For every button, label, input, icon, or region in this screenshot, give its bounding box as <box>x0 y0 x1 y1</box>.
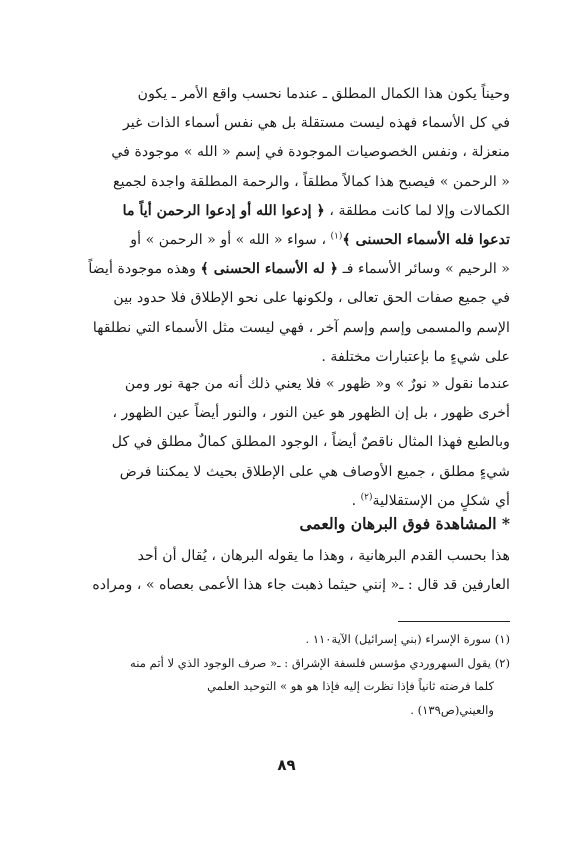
paragraph-line <box>84 255 510 284</box>
paragraph-line: « الرحمن » فيصبح هذا كمالاً مطلقاً ، والرحمة المطلقة واجدة لجميع <box>113 173 510 190</box>
paragraph-line: شيءٍ مطلق ، جميع الأوصاف هي على الإطلاق بحيث لا يمكننا فرض <box>119 463 510 480</box>
paragraph-text: الكمالات وإلا لما كانت مطلقة ، <box>324 202 510 219</box>
paragraph-text: . <box>351 492 361 509</box>
paragraph-line: الإسم والمسمى وإسم وإسم آخر ، فهي ليست مثل الأسماء التي نطلقها <box>92 319 510 336</box>
footnote-divider <box>398 621 510 622</box>
paragraph-2 <box>84 370 510 516</box>
footnote-2-line: والعيني(ص١٣٩) . <box>410 702 494 717</box>
quran-quote: ﴿ له الأسماء الحسنى ﴾ <box>200 261 339 278</box>
paragraph-text: ، سواء « الله » أو « الرحمن » أو <box>130 232 331 249</box>
paragraph-line: وحيناً يكون هذا الكمال المطلق ـ عندما نحسب واقع الأمر ـ يكون <box>137 86 510 102</box>
footnote-ref-1: (١) <box>330 231 343 242</box>
paragraph-line: هذا بحسب القدم البرهانية ، وهذا ما يقوله البرهان ، يُقال أن أحد <box>137 548 510 564</box>
footnote-1: (١) سورة الإسراء (بني إسرائيل) الآية١١٠ . <box>305 632 510 646</box>
footnote-2-line: (٢) يقول السهروردي مؤسس فلسفة الإشراق : ـ« صرف الوجود الذي لا أتم منه <box>130 655 510 670</box>
paragraph-text: وهذه موجودة أيضاً <box>88 261 201 278</box>
paragraph-line: في كل الأسماء فهذه ليست مستقلة بل هي نفس أسماء الذات غير <box>122 115 510 132</box>
paragraph-line: عندما نقول « نورٌ » و« ظهور » فلا يعني ذلك أنه من جهة نور ومن <box>124 376 510 392</box>
paragraph-line: العارفين قد قال : ـ« إنني حيثما ذهبت جاء هذا الأعمى بعصاه » ، ومراده <box>92 577 510 594</box>
footnotes <box>84 628 510 722</box>
paragraph-text: « الرحيم » وسائر الأسماء فـ <box>338 261 510 278</box>
section-heading: * المشاهدة فوق البرهان والعمى <box>299 514 510 533</box>
paragraph-line: منعزلة ، ونفس الخصوصيات الموجودة في إسم « الله » موجودة في <box>111 144 510 161</box>
paragraph-1 <box>84 80 510 372</box>
paragraph-line: وبالطبع فهذا المثال ناقصٌ أيضاً ، الوجود المطلق كمالٌ مطلق في كل <box>111 434 510 451</box>
paragraph-line: في جميع صفات الحق تعالى ، ولكونها على نحو الإطلاق فلا حدود بين <box>113 290 510 307</box>
paragraph-line: أخرى ظهور ، بل إن الظهور هو عين النور ، والنور أيضاً عين الظهور ، <box>112 405 510 422</box>
footnote-2-line: كلما فرضته ثانياً فإذا نظرت إليه فإذا هو هو » التوحيد العلمي <box>207 679 494 693</box>
paragraph-3 <box>84 542 510 600</box>
footnote-ref-2: (٢) <box>360 492 373 503</box>
quran-quote: تدعوا فله الأسماء الحسنى ﴾ <box>342 232 510 249</box>
paragraph-text: أي شكلٍ من الإستقلالية <box>372 492 510 509</box>
page-number: ٨٩ <box>277 756 296 774</box>
paragraph-line: على شيءٍ ما بإعتبارات مختلفة . <box>321 348 510 365</box>
paragraph-line <box>84 197 510 226</box>
paragraph-line <box>84 226 510 255</box>
quran-quote: ﴿ إدعوا الله أو إدعوا الرحمن أياً ما <box>122 202 325 219</box>
